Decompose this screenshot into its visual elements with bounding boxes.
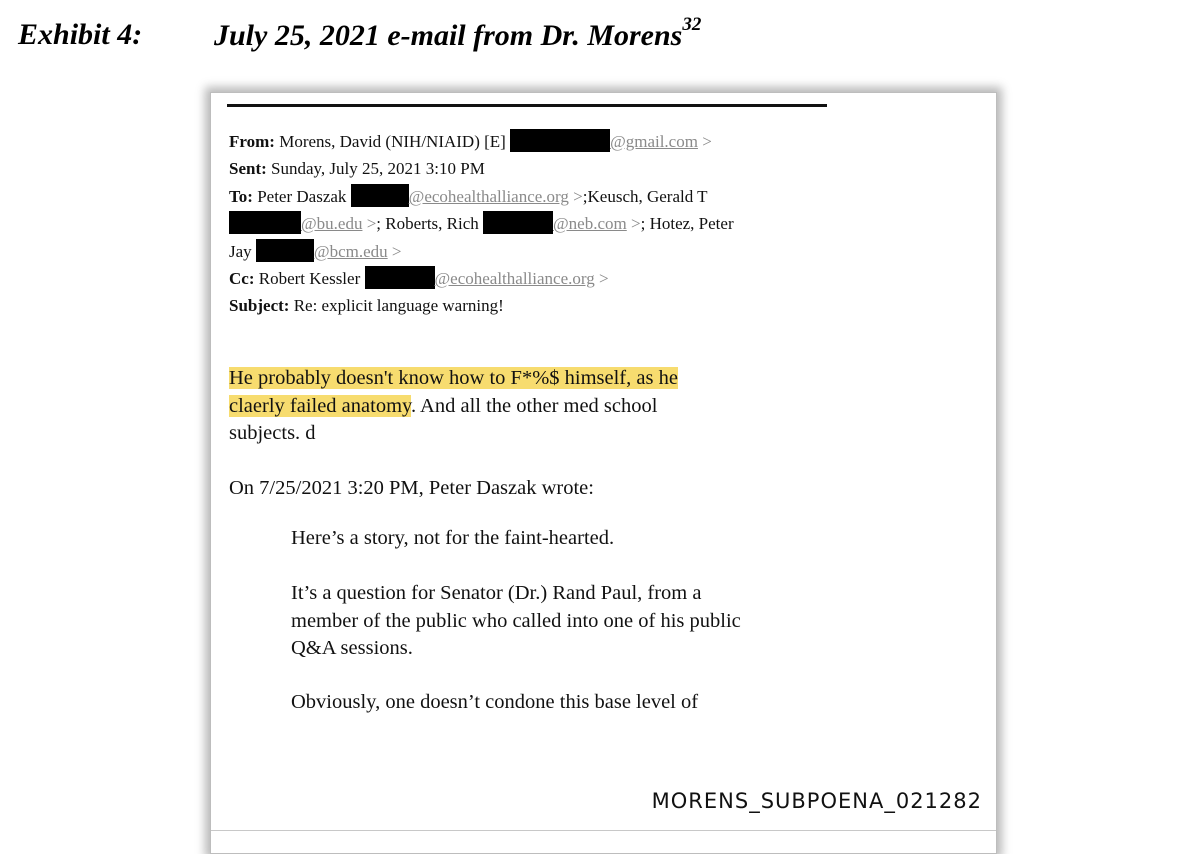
redaction-box — [229, 211, 301, 234]
redaction-box — [256, 239, 314, 262]
quote-intro: On 7/25/2021 3:20 PM, Peter Daszak wrote: — [229, 477, 594, 499]
quoted-line: It’s a question for Senator (Dr.) Rand Paul, from a — [291, 582, 702, 604]
cc-name: Robert Kessler — [258, 269, 361, 289]
angle-bracket: > — [362, 214, 377, 234]
from-email-link[interactable]: @gmail.com — [610, 132, 698, 151]
subject-value: Re: explicit language warning! — [293, 296, 504, 316]
to-line-2: @bu.edu >; Roberts, Rich @neb.com >; Hotez, Peter — [229, 210, 849, 237]
quoted-paragraph-3: Obviously, one doesn’t condone this base level of — [291, 691, 699, 713]
quoted-line: member of the public who called into one of his public — [291, 609, 741, 632]
angle-bracket: > — [626, 214, 641, 234]
cc-label: Cc: — [229, 269, 255, 289]
redaction-box — [365, 266, 435, 289]
to-2-name: Keusch, Gerald T — [587, 186, 708, 206]
body-text: . And all the other med school — [410, 394, 658, 417]
subject-line — [229, 292, 849, 319]
sent-line — [229, 155, 849, 182]
page-divider — [211, 830, 996, 831]
to-line: To: Peter Daszak @ecohealthalliance.org >;Keusch, Gerald T — [229, 183, 849, 210]
from-label: From: — [229, 132, 275, 151]
angle-bracket: > — [568, 186, 583, 206]
to-1-name: Peter Daszak — [257, 186, 347, 206]
exhibit-title — [214, 14, 702, 53]
exhibit-label: Exhibit 4: — [18, 18, 143, 51]
to-4-name-b: Jay — [229, 241, 252, 261]
quoted-paragraph-2 — [291, 580, 851, 663]
redaction-box — [351, 184, 409, 207]
email-document — [210, 92, 997, 854]
body-line-3: subjects. d — [229, 422, 316, 444]
body-line-1 — [229, 365, 829, 393]
highlighted-text: claerly failed anatomy — [229, 394, 411, 417]
to-line-3 — [229, 238, 849, 265]
quoted-line: Q&A sessions. — [291, 637, 413, 659]
from-name: Morens, David (NIH/NIAID) [E] — [279, 132, 506, 151]
to-4-name-a: Hotez, Peter — [649, 214, 734, 234]
to-3-email-link[interactable]: @neb.com — [553, 214, 627, 234]
angle-bracket: > — [387, 241, 402, 261]
bates-number: MORENS_SUBPOENA_021282 — [651, 789, 982, 813]
body-line-2 — [229, 393, 829, 421]
email-body — [229, 365, 829, 503]
to-1-email-link[interactable]: @ecohealthalliance.org — [408, 186, 569, 206]
subject-label: Subject: — [229, 296, 290, 316]
to-3-name: Roberts, Rich — [385, 214, 479, 234]
sent-label: Sent: — [229, 159, 267, 179]
to-2-email-link[interactable]: @bu.edu — [301, 214, 363, 234]
cc-email-link[interactable]: @ecohealthalliance.org — [434, 269, 595, 289]
from-line — [229, 128, 849, 155]
top-rule — [227, 104, 827, 107]
sent-value: Sunday, July 25, 2021 3:10 PM — [271, 159, 485, 179]
redaction-box — [483, 211, 553, 234]
to-4-email-link[interactable]: @bcm.edu — [313, 241, 388, 261]
exhibit-title-text: July 25, 2021 e-mail from Dr. Morens — [214, 19, 683, 52]
quoted-paragraph-1: Here’s a story, not for the faint-hearted. — [291, 527, 615, 549]
angle-bracket: > — [697, 132, 712, 151]
to-label: To: — [229, 186, 253, 206]
angle-bracket: > — [594, 269, 609, 289]
redaction-box — [510, 129, 610, 152]
cc-line — [229, 265, 849, 292]
email-header — [229, 128, 849, 320]
footnote-marker: 32 — [682, 14, 702, 35]
highlighted-text: He probably doesn't know how to F*%$ himself, as he — [229, 367, 678, 389]
